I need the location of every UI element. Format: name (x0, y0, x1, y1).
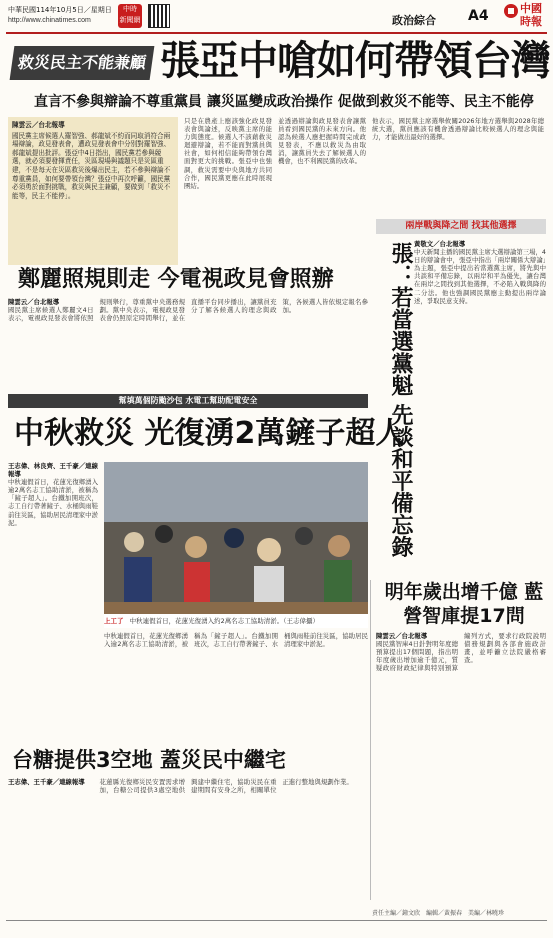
china-times-logo (502, 2, 548, 32)
relief-body (8, 462, 98, 742)
sidebar-body (414, 240, 546, 570)
main-column-2: 只是在農產上應該強化政見發表會與論述，反映黨主席的能力與態度。候選人不該藉救災迴避辯論，若不能面對黨員與社會，如何相信能夠帶領台灣面對更大的挑戰。張亞中也強調，救災需要中央與地方共同合作，國民黨更應在此時展現團結。 (184, 117, 272, 190)
budget-paragraph: 國民黨智庫4日針對明年度總預算提出17個問題，指出明年度歲出增加逾千億元，質疑政府財政紀律與特別預算編列方式，要求行政院說明債務規劃與各部會施政計畫，並呼籲立法院嚴格審查。 (376, 632, 546, 673)
sidebar-title: 兩岸戰與降之間 找其他選擇 (376, 219, 546, 234)
page-number: A4 (468, 8, 489, 24)
kicker-banner: 救災民主不能兼顧 (10, 46, 155, 80)
space-byline: 王志偉、王千豪／連線報導 (8, 778, 85, 786)
column-divider (370, 580, 371, 900)
sidebar-vertical-headline: 張：若當選黨魁 先談和平備忘錄 (388, 242, 413, 558)
caption-tag: 上工了 (104, 617, 124, 625)
second-body (8, 298, 368, 390)
main-byline: 陳雲云／台北報導 (12, 121, 65, 129)
relief-byline: 王志偉、林良齊、王千豪／連線報導 (8, 462, 98, 479)
logo-text: 中國時報 (520, 2, 542, 28)
mini-brand-logo (118, 4, 142, 28)
crowd-photo-illustration (104, 462, 368, 622)
budget-headline: 明年歲出增千億 藍營智庫提17問 (384, 581, 544, 627)
relief-paragraph: 中秋連假首日，花蓮光復鄉湧入逾2萬名志工協助清淤，被稱為「鏟子超人」。台鐵加開班次，志工自行帶著鏟子、水桶與雨鞋前往災區，協助居民清理家中淤泥。 (8, 478, 98, 527)
second-paragraph: 國民黨主席候選人鄭麗文4日表示，電視政見發表會將依照規則舉行，尊重黨中央選務規劃。黨中央表示，電視政見發表會仍照原定時間舉行，並在直播平台同步播出，讓黨員充分了解各候選人的理念與政策，各候選人皆依規定報名參加。 (8, 298, 368, 323)
space-headline: 台糖提供3空地 蓋災民中繼宅 (12, 748, 286, 772)
second-headline: 鄭麗照規則走 今電視政見會照辦 (18, 267, 334, 292)
lead-paragraph: 國民黨主席候選人羅智強、郝龍斌不約而同取消符合兩場辯論，政見發表會，遭政見發表會中分別對羅智強、郝龍斌提出批評。張亞中4日指出，國民黨若參與競選，就必須要發揮責任，災區現場與議題只是災區重建，不是每天在災區救災後爆出民主，若不參與辯論不尊重黨員，如何要帶領台灣？張亞中再次呼籲，國民黨必須勇於面對挑戰，救災與民主兼顧，要做到「救災不能等，民主不能停」。 (12, 131, 171, 200)
header-rule (6, 32, 547, 34)
main-subhead: 直言不參與辯論不尊重黨員 讓災區變成政治操作 促做到救災不能等、民主不能停 (34, 94, 534, 110)
relief-continued-text: 中秋連假首日，花蓮光復鄉湧入逾2萬名志工協助清淤，被稱為「鏟子超人」。台鐵加開班次，志工自行帶著鏟子、水桶與雨鞋前往災區，協助居民清理家中淤泥。 (104, 632, 368, 649)
caption-text: 中秋連假首日，花蓮光復湧入約2萬名志工協助清淤。（王志偉攝） (129, 617, 319, 625)
section-name: 政治綜合 (392, 14, 436, 27)
budget-body (376, 632, 546, 900)
space-paragraph: 花蓮縣光復鄉災民安置需求增加，台糖公司提供3處空地供興建中繼住宅，協助災民在重建期間有安身之所，相關單位正進行整地與規劃作業。 (99, 778, 353, 795)
space-body (8, 778, 368, 902)
relief-continued (104, 632, 368, 742)
budget-byline: 陳雲云／台北報導 (376, 632, 428, 640)
main-headline: 張亞中嗆如何帶領台灣 (160, 38, 550, 84)
relief-headline: 中秋救災 光復湧2萬鏟子超人 (14, 416, 406, 451)
editor-credits: 責任主編／鐘文欣 編輯／黃振春 美編／林曉珍 (372, 910, 505, 917)
site-url[interactable]: http://www.chinatimes.com (8, 17, 91, 24)
issue-date: 中華民國114年10月5日／星期日 (8, 6, 112, 14)
main-column-4: 他表示，國民黨主席選舉攸關2026年地方選舉與2028年總統大選，黨員應該有機會透過辯論比較候選人的理念與能力，才能做出最好的選擇。 (372, 117, 544, 142)
sidebar-byline: 黃敬文／台北報導 (414, 240, 466, 248)
qr-code-icon[interactable] (148, 4, 170, 28)
footer-rule (6, 920, 547, 921)
photo-caption (104, 614, 368, 628)
second-byline: 陳雲云／台北報導 (8, 298, 60, 306)
sidebar-paragraph: 中天新聞主播的國民黨主席大選辯論第三場，4日的辯論會中，張亞中指出「兩岸關係大辯論」為主題，張亞中提出若當選黨主席，將先與中共談和平備忘錄，以兩岸和平為優先，讓台灣在兩岸之間找到其他選擇，不必陷入戰與降的二分法。他也強調國民黨應主動提出兩岸論述，爭取民意支持。 (414, 248, 546, 305)
relief-photo (104, 462, 368, 622)
main-column-3: 並透過辯論與政見發表會讓黨員看到國民黨的未來方向。他認為候選人應把握時間完成政見發表，不應以救災為由取消，讓黨員失去了解候選人的機會，也不利國民黨的改革。 (278, 117, 366, 166)
lead-box (8, 117, 178, 265)
mini-brand-text: 中時 新聞網 (119, 5, 141, 24)
relief-banner: 幫填萬個防颱沙包 水電工幫助配電安全 (8, 394, 368, 408)
